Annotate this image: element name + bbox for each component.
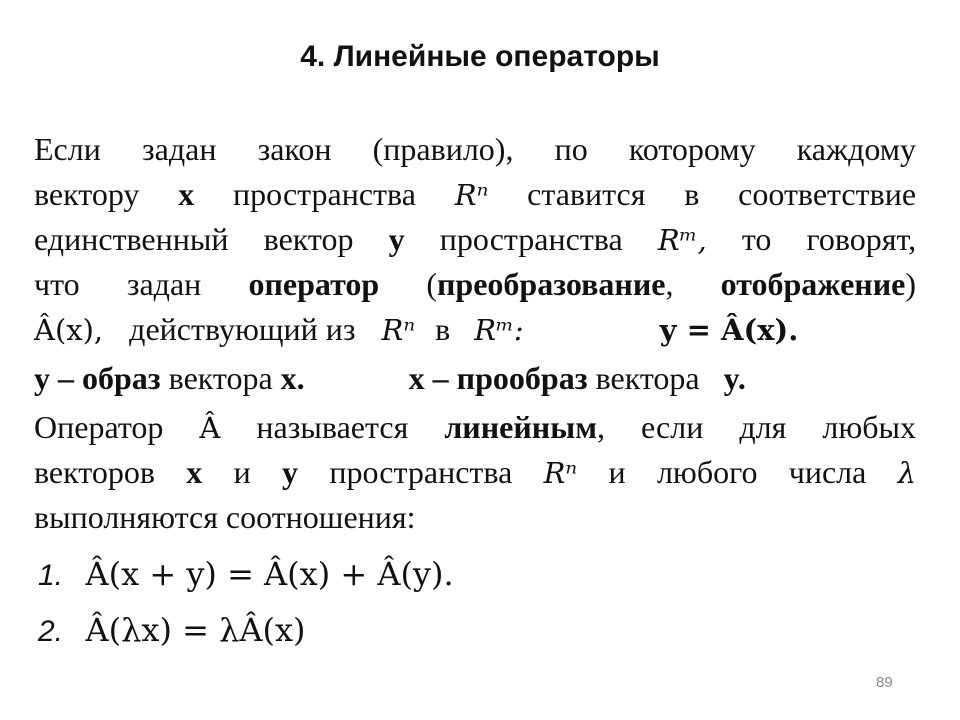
text: действующий из (129, 311, 356, 347)
text: в (435, 311, 451, 347)
comma: , (665, 266, 674, 302)
operator-equation: y = Â(x). (659, 313, 799, 347)
formula-1 (34, 546, 916, 602)
text: пространства (233, 176, 416, 212)
scalar-lambda: λ (897, 456, 917, 490)
formula-number: 2. (38, 615, 64, 648)
formula-expression: Â(λx) = λÂ(x) (85, 611, 306, 649)
para3-line2 (34, 450, 916, 495)
vector-x: x. (280, 360, 305, 396)
text: вектора (595, 360, 700, 396)
vector-y: y (388, 221, 405, 257)
vector-y: y. (723, 360, 746, 396)
text: пространства (439, 221, 623, 257)
vector-x: x (408, 360, 425, 396)
term-preimage: – прообраз (432, 360, 588, 396)
term-linear: линейным (444, 409, 598, 445)
text: вектору (34, 176, 140, 212)
para1-line1: Если задан закон (правило), по которому каждому (34, 131, 916, 167)
page-number: 89 (876, 674, 893, 691)
paren-close: ) (905, 266, 917, 302)
slide-body (34, 127, 916, 658)
text: то говорят, (741, 221, 917, 257)
term-group (444, 409, 916, 445)
para3-line3: выполняются соотношения: (34, 499, 416, 535)
text: что задан (34, 266, 202, 302)
space-rn: Rⁿ (543, 456, 578, 490)
vector-x: x (186, 454, 203, 490)
term-group (426, 266, 673, 302)
para1-line4 (34, 262, 916, 307)
para1-line5 (34, 307, 916, 352)
term-transform: преобразование (436, 266, 666, 302)
para1-line2 (34, 172, 916, 217)
term-operator: оператор (248, 266, 380, 302)
operator-a: Â (199, 411, 221, 445)
vector-y: y (34, 360, 50, 396)
formula-2 (34, 602, 916, 658)
slide-title: 4. Линейные операторы (300, 40, 660, 73)
space-rn: Rⁿ (454, 178, 489, 212)
text: пространства (329, 454, 513, 490)
formula-expression: Â(x + y) = Â(x) + Â(y). (85, 555, 454, 593)
vector-y: y (282, 454, 299, 490)
text: Оператор (34, 409, 164, 445)
para2-line (34, 356, 916, 401)
text: и любого числа (608, 454, 867, 490)
paren-open: ( (426, 266, 437, 302)
text: вектора (168, 360, 273, 396)
vector-x: x (178, 176, 195, 212)
space-rm: Rᵐ, (657, 223, 707, 257)
term-mapping: отображение (720, 266, 906, 302)
formula-number: 1. (38, 559, 64, 592)
term-group (721, 266, 916, 302)
operator-expr: Â(x), (34, 313, 104, 347)
text: называется (256, 409, 409, 445)
text: ставится в соответствие (527, 176, 917, 212)
text: единственный вектор (34, 221, 354, 257)
para1-line3 (34, 217, 916, 262)
term-image: – образ (58, 360, 161, 396)
text: векторов (34, 454, 155, 490)
text: , если для любых (597, 409, 917, 445)
space-rn: Rⁿ (381, 313, 416, 347)
space-rm: Rᵐ: (474, 313, 524, 347)
text: и (233, 454, 251, 490)
para3-line1 (34, 405, 916, 450)
